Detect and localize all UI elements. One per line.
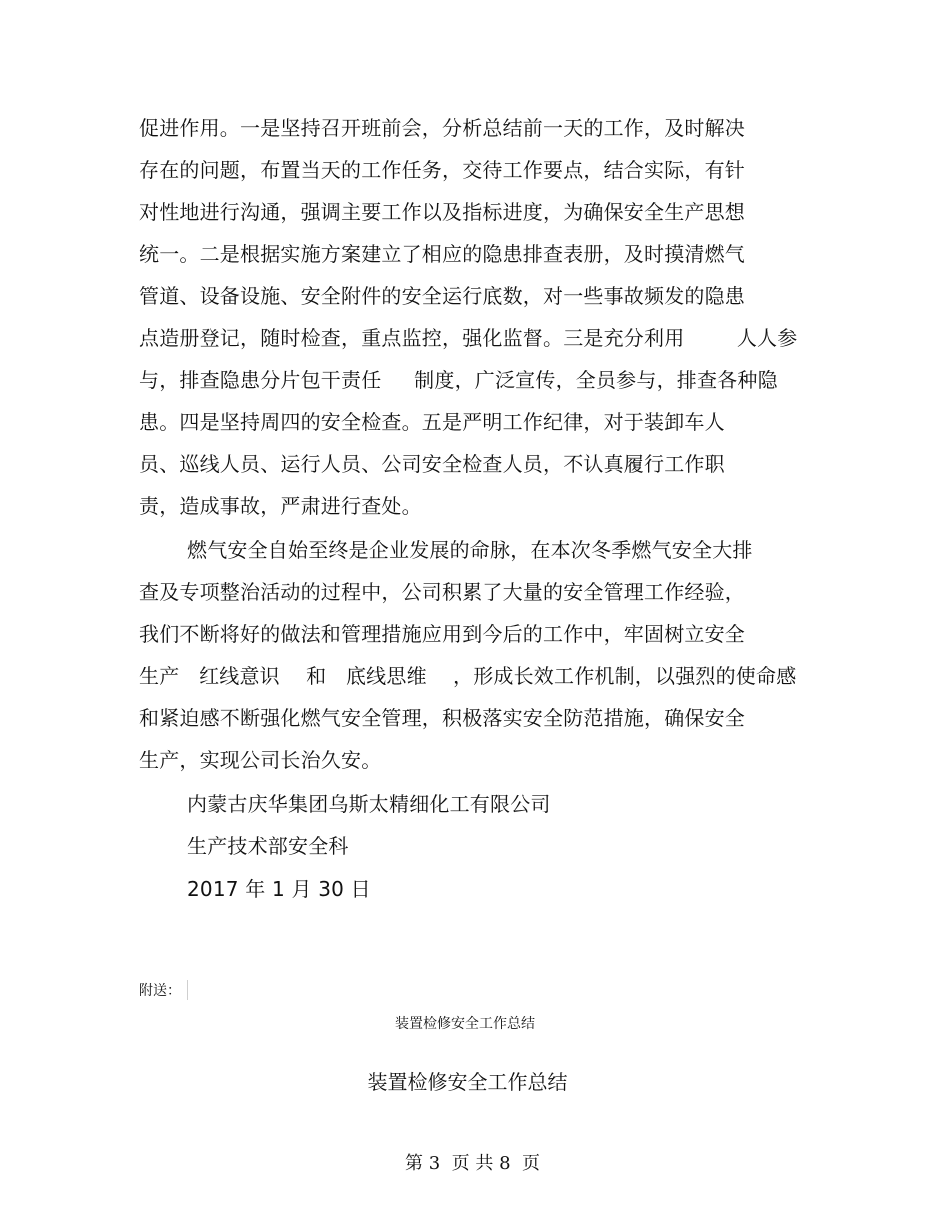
body-text-line: 生产 红线意识 和 底线思维 ，形成长效工作机制，以强烈的使命感 xyxy=(139,664,797,688)
body-text-line: 责，造成事故，严肃进行查处。 xyxy=(139,494,422,518)
body-text-line: 生产，实现公司长治久安。 xyxy=(139,748,382,772)
attachment-heading: 装置检修安全工作总结 xyxy=(367,1070,568,1094)
body-text-line: 患。四是坚持周四的安全检查。五是严明工作纪律，对于装卸车人 xyxy=(139,410,725,434)
body-text-line: 和紧迫感不断强化燃气安全管理，积极落实安全防范措施，确保安全 xyxy=(139,706,745,730)
body-text-line: 促进作用。一是坚持召开班前会，分析总结前一天的工作，及时解决 xyxy=(139,116,745,140)
attachment-small-title: 装置检修安全工作总结 xyxy=(395,1016,535,1032)
body-text-line: 查及专项整治活动的过程中，公司积累了大量的安全管理工作经验， xyxy=(139,580,745,604)
body-text-line: 对性地进行沟通，强调主要工作以及指标进度，为确保安全生产思想 xyxy=(139,200,745,224)
body-text-line: 点造册登记，随时检查，重点监控，强化监督。三是充分利用 人人参 xyxy=(139,326,798,350)
body-text-line: 统一。二是根据实施方案建立了相应的隐患排查表册，及时摸清燃气 xyxy=(139,242,745,266)
attachment-label: 附送： xyxy=(139,983,181,999)
body-text-line: 我们不断将好的做法和管理措施应用到今后的工作中，牢固树立安全 xyxy=(139,622,745,646)
body-text-line: 存在的问题，布置当天的工作任务，交待工作要点，结合实际，有针 xyxy=(139,158,745,182)
page-number: 第 3 页 共 8 页 xyxy=(405,1153,540,1174)
body-text-line: 员、巡线人员、运行人员、公司安全检查人员，不认真履行工作职 xyxy=(139,452,725,476)
attachment-divider xyxy=(187,980,188,1000)
body-text-line: 与，排查隐患分片包干责任 制度，广泛宣传，全员参与，排查各种隐 xyxy=(139,368,778,392)
signature-date: 2017 年 1 月 30 日 xyxy=(187,877,371,901)
signature-department: 生产技术部安全科 xyxy=(187,834,349,858)
body-text-line: 燃气安全自始至终是企业发展的命脉，在本次冬季燃气安全大排 xyxy=(187,538,753,562)
body-text-line: 管道、设备设施、安全附件的安全运行底数，对一些事故频发的隐患 xyxy=(139,284,745,308)
signature-company: 内蒙古庆华集团乌斯太精细化工有限公司 xyxy=(187,792,551,816)
